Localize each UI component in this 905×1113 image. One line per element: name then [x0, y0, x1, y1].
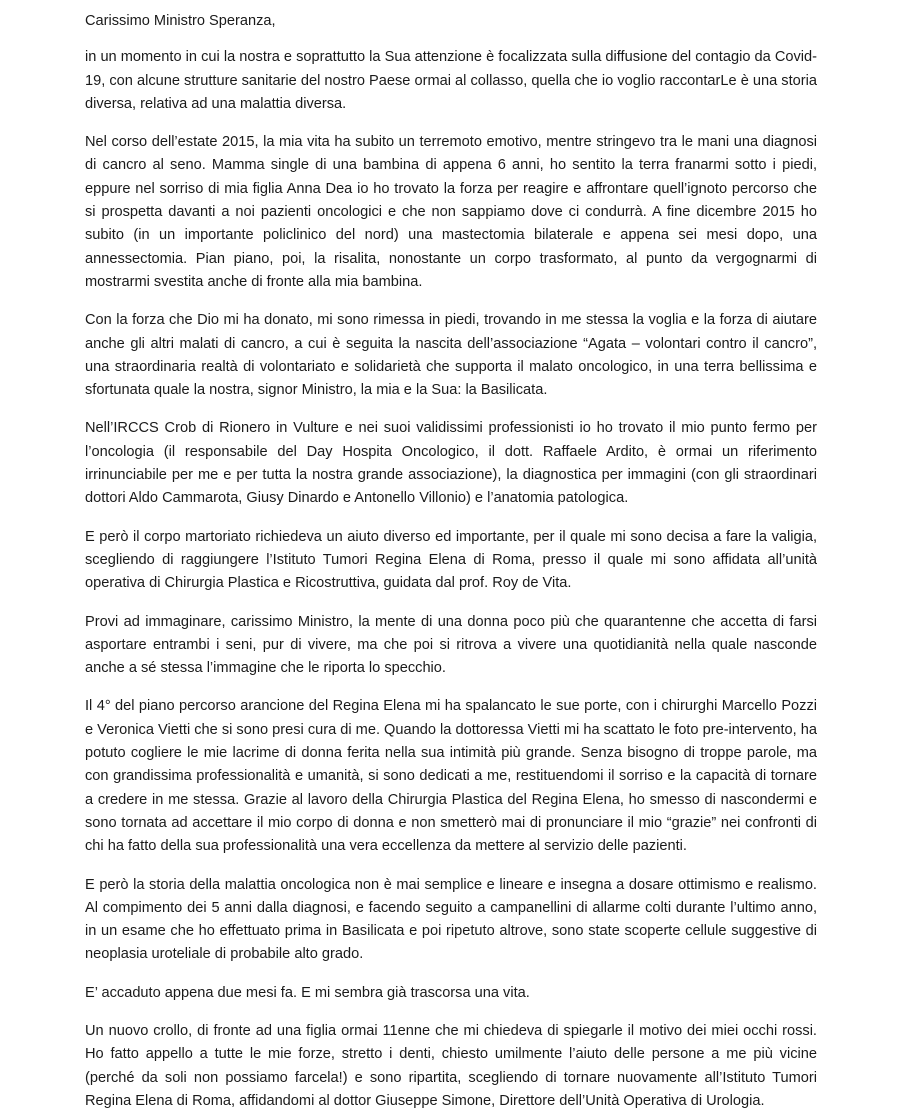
letter-paragraph-8: E però la storia della malattia oncologica non è mai semplice e lineare e insegna a dosare ottimismo e realismo. Al compimento dei 5 anni dalla diagnosi, e facendo seguito a campanellini di allarme colti durante l’ultimo anno, in un esame che ho effettuato prima in Basilicata e poi ripetuto altrove, sono state scoperte cellule suggestive di neoplasia uroteliale di probabile alto grado.	[85, 876, 817, 963]
letter-paragraph-1: in un momento in cui la nostra e soprattutto la Sua attenzione è focalizzata sulla diffusione del contagio da Covid-19, con alcune strutture sanitarie del nostro Paese ormai al collasso, quella che io voglio raccontarLe è una storia diversa, relativa ad una malattia diversa.	[85, 49, 817, 112]
letter-paragraph-3: Con la forza che Dio mi ha donato, mi sono rimessa in piedi, trovando in me stessa la voglia e la forza di aiutare anche gli altri malati di cancro, a cui è seguita la nascita dell’associazione “Agata – volontari contro il cancro”, una straordinaria realtà di volontariato e solidarietà che supporta il malato oncologico, in una terra bellissima e sfortunata quale la nostra, signor Ministro, la mia e la Sua: la Basilicata.	[85, 312, 817, 399]
letter-paragraph-6: Provi ad immaginare, carissimo Ministro, la mente di una donna poco più che quarantenne che accetta di farsi asportare entrambi i seni, pur di vivere, ma che poi si ritrova a vivere una quotidianità nella quale nasconde anche a sé stessa l’immagine che le riporta lo specchio.	[85, 613, 817, 677]
letter-paragraph-10: Un nuovo crollo, di fronte ad una figlia ormai 11enne che mi chiedeva di spiegarle il motivo dei miei occhi rossi. Ho fatto appello a tutte le mie forze, stretto i denti, chiesto umilmente l’aiuto delle persone a me più vicine (perché da soli non possiamo farcela!) e sono ripartita, scegliendo di tornare nuovamente all’Istituto Tumori Regina Elena di Roma, affidandomi al dottor Giuseppe Simone, Direttore dell’Unità Operativa di Urologia.	[85, 1022, 817, 1109]
letter-paragraph-4: Nell’IRCCS Crob di Rionero in Vulture e nei suoi validissimi professionisti io ho trovato il mio punto fermo per l’oncologia (il responsabile del Day Hospita Oncologico, il dott. Raffaele Ardito, è ormai un riferimento irrinunciabile per me e per tutta la nostra grande associazione), la diagnostica per immagini (con gli straordinari dottori Aldo Cammarota, Giusy Dinardo e Antonello Villonio) e l’anatomia patologica.	[85, 420, 817, 507]
letter-paragraph-5: E però il corpo martoriato richiedeva un aiuto diverso ed importante, per il quale mi sono decisa a fare la valigia, scegliendo di raggiungere l’Istituto Tumori Regina Elena di Roma, presso il quale mi sono affidata all’unità operativa di Chirurgia Plastica e Ricostruttiva, guidata dal prof. Roy de Vita.	[85, 528, 817, 592]
letter-paragraph-7: Il 4° del piano percorso arancione del Regina Elena mi ha spalancato le sue porte, con i chirurghi Marcello Pozzi e Veronica Vietti che si sono presi cura di me. Quando la dottoressa Vietti mi ha scattato le foto pre-intervento, ha potuto cogliere le mie lacrime di donna ferita nella sua intimità più grande. Senza bisogno di troppe parole, ma con grandissima professionalità e umanità, si sono dedicati a me, restituendomi il sorriso e la capacità di tornare a credere in me stessa. Grazie al lavoro della Chirurgia Plastica del Regina Elena, ho smesso di nascondermi e sono tornata ad accettare il mio corpo di donna e non smetterò mai di pronunciare il mio “grazie” nei confronti di chi ha fatto della sua professionalità una vera eccellenza da mettere al servizio delle pazienti.	[85, 698, 817, 855]
letter-salutation: Carissimo Ministro Speranza,	[85, 13, 276, 29]
letter-paragraph-9: E’ accaduto appena due mesi fa. E mi sembra già trascorsa una vita.	[85, 984, 530, 1001]
letter-paragraph-2: Nel corso dell’estate 2015, la mia vita ha subito un terremoto emotivo, mentre stringevo tra le mani una diagnosi di cancro al seno. Mamma single di una bambina di appena 6 anni, ho sentito la terra franarmi sotto i piedi, eppure nel sorriso di mia figlia Anna Dea io ho trovato la forza per reagire e affrontare quell’ignoto percorso che si prospetta davanti a noi pazienti oncologici e che non sappiamo dove ci condurrà. A fine dicembre 2015 ho subito (in un importante policlinico del nord) una mastectomia bilaterale e appena sei mesi dopo, una annessectomia. Pian piano, poi, la risalita, nonostante un corpo trasformato, al punto da vergognarmi di mostrarmi svestita anche di fronte alla mia bambina.	[85, 134, 817, 290]
